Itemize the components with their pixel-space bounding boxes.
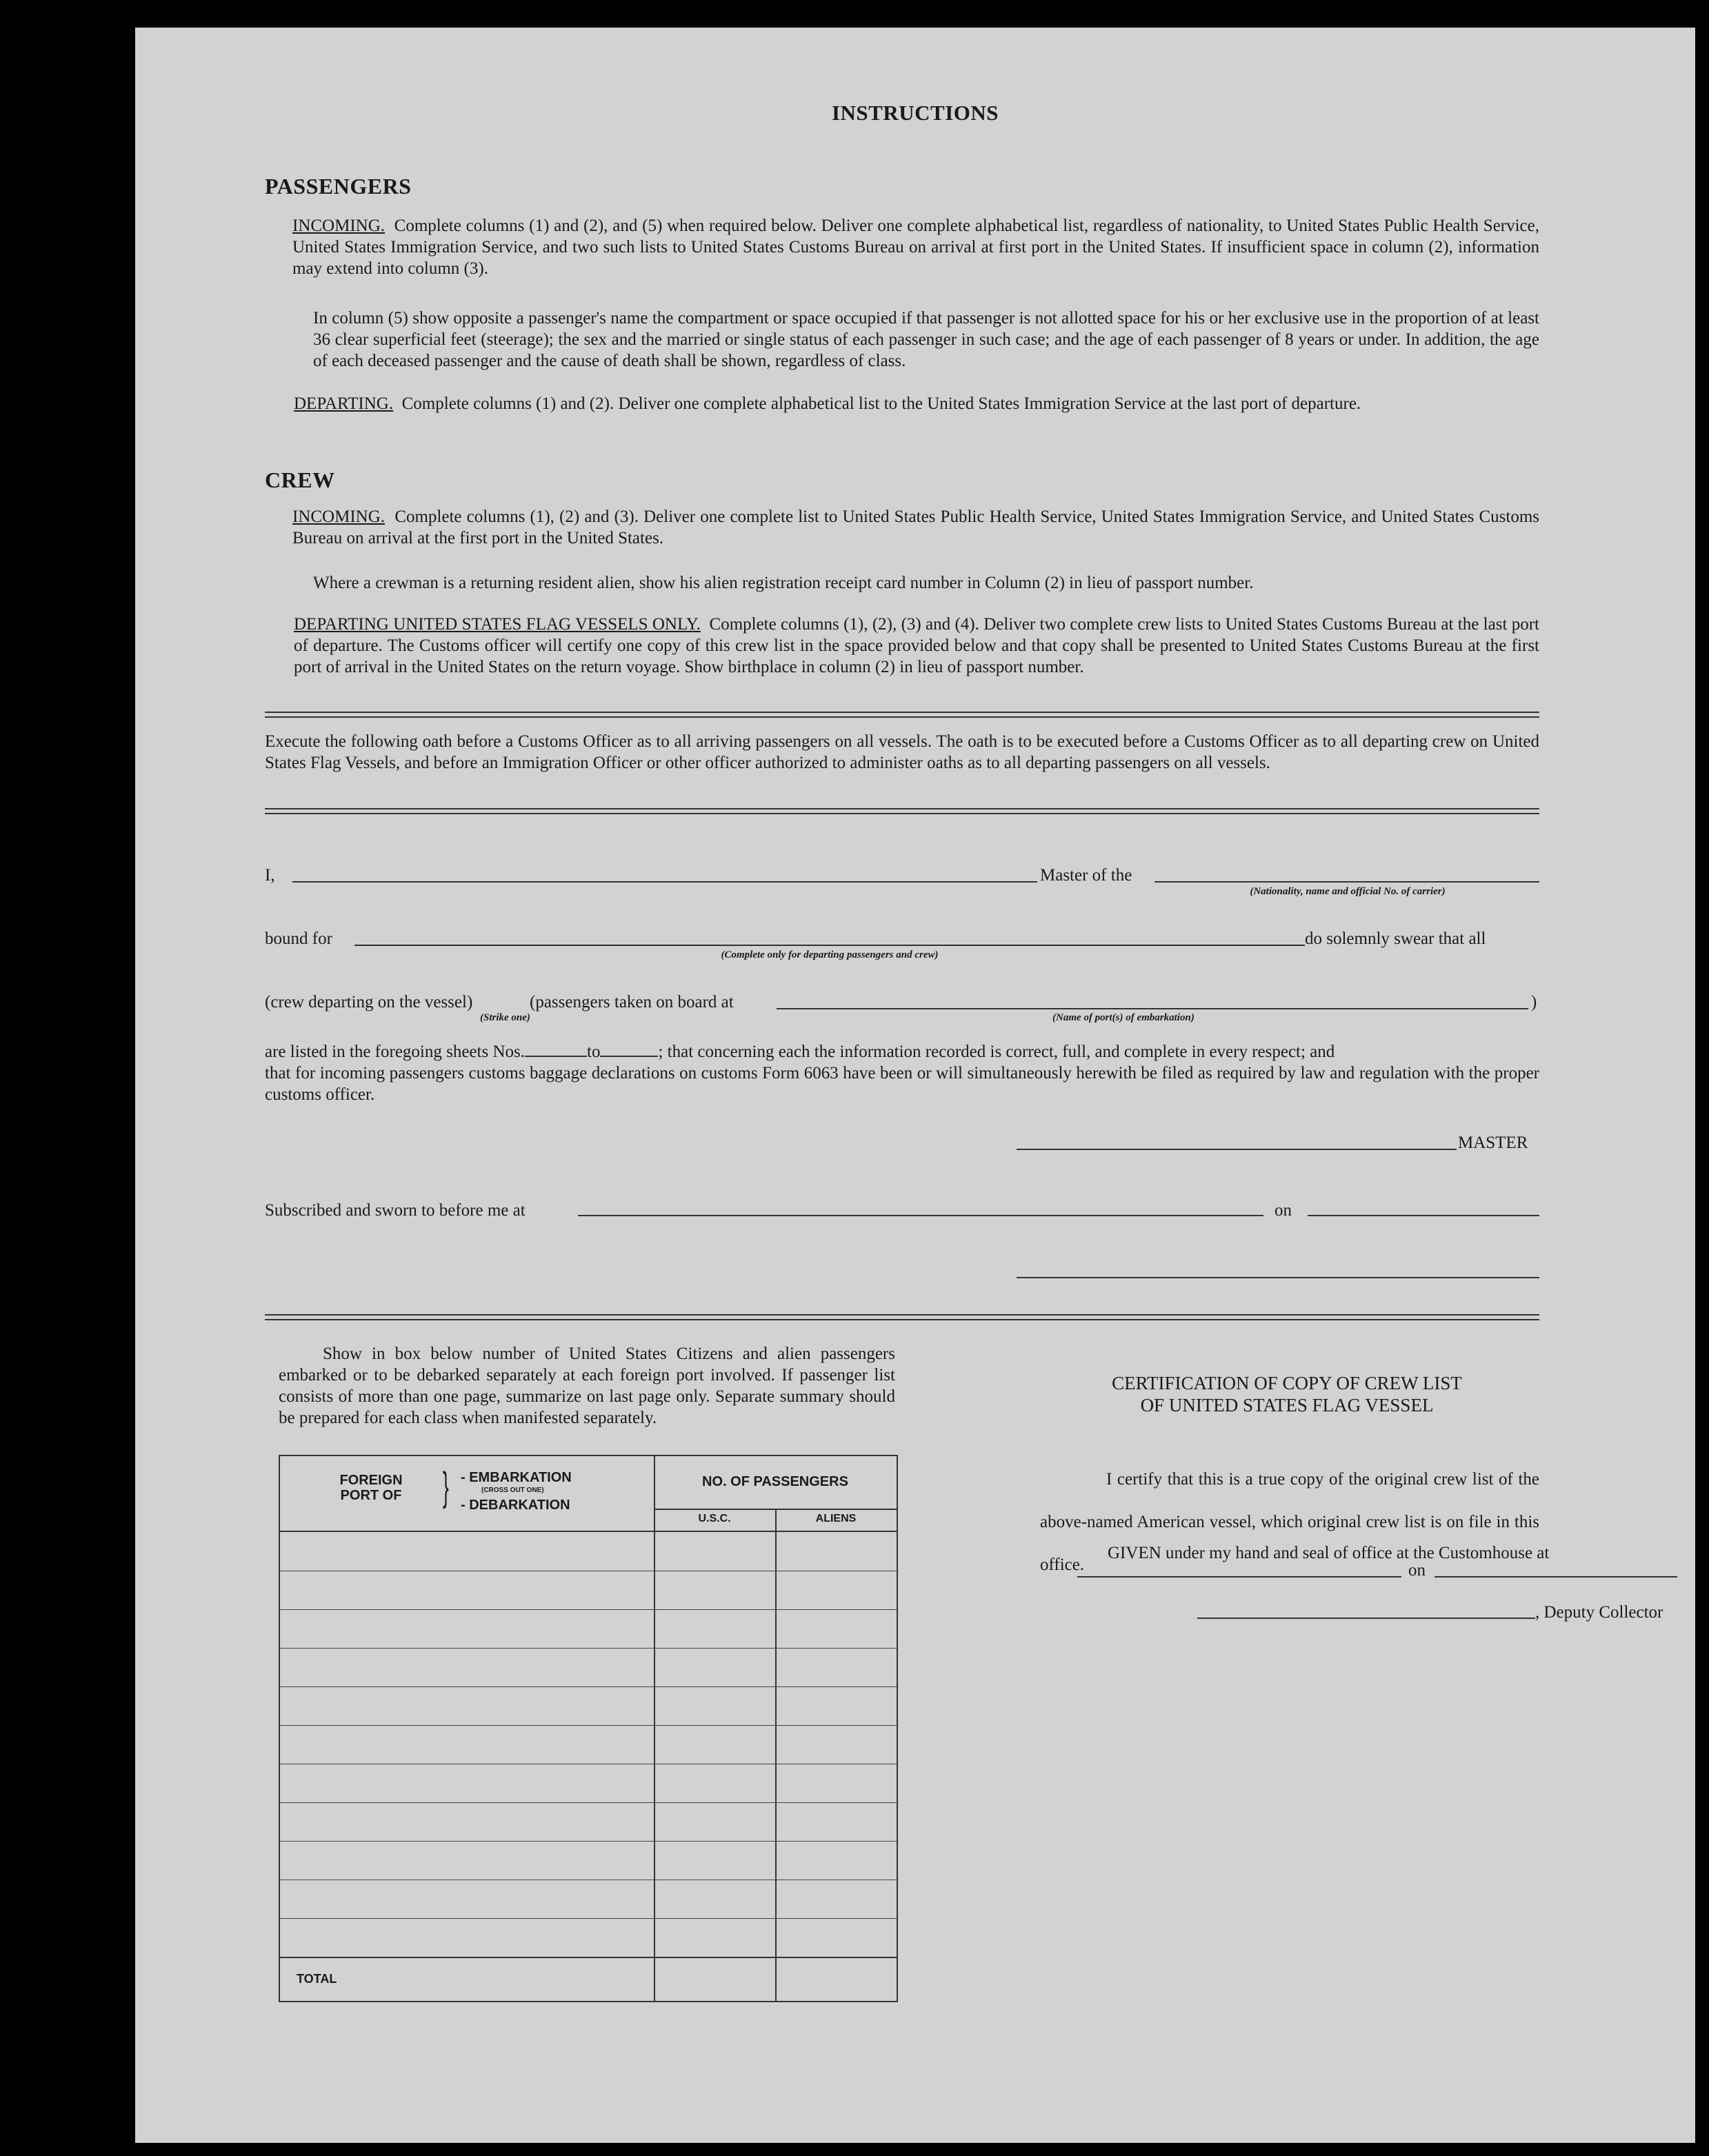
deputy-collector-label: , Deputy Collector [1535,1603,1663,1622]
master-label: MASTER [1458,1134,1528,1152]
master-name-field[interactable] [292,881,1037,883]
port-caption: (Name of port(s) of embarkation) [1052,1012,1195,1023]
crew-departing-paragraph [294,614,1539,678]
officer-signature-field[interactable] [1017,1277,1539,1278]
divider [265,808,1539,809]
crew-resident-paragraph: Where a crewman is a returning resident alien, show his alien registration receipt card number in Column (2) in lieu of passport number. [313,574,1254,592]
certification-title-line2: OF UNITED STATES FLAG VESSEL [1140,1395,1434,1415]
sworn-on-label: on [1275,1201,1292,1220]
certification-statement: I certify that this is a true copy of the original crew list of the above-named American vessel, which original crew list is on file in this office. [1040,1470,1539,1574]
total-label: TOTAL [297,1972,337,1986]
table-row [280,1918,897,1919]
divider [265,712,1539,713]
certification-title [1039,1372,1535,1416]
crew-heading: CREW [265,467,335,492]
aliens-header: ALIENS [815,1513,857,1524]
cross-out-header: (CROSS OUT ONE) [481,1487,544,1494]
divider [265,716,1539,718]
oath-intro: Execute the following oath before a Customs Officer as to all arriving passengers on all vessels. The oath is to be executed before a Customs Officer as to all departing crew on United States Flag Vessels, and before an Immigration Officer or other officer authorized to administer oaths as to all departing passengers on all vessels. [265,732,1539,772]
table-row [280,1802,897,1803]
crew-departing-text: Complete columns (1), (2), (3) and (4). Deliver two complete crew lists to United States Customs Bureau at the last port of departure. The Customs officer will certify one copy of this crew list in the space provided below and that copy shall be presented to United States Customs Bureau at the first port of arrival in the United States on the return voyage. Show birthplace in column (2) in lieu of passport number. [294,615,1540,676]
total-rule [280,1957,897,1958]
master-signature-field[interactable] [1017,1149,1457,1150]
certification-title-line1: CERTIFICATION OF COPY OF CREW LIST [1112,1373,1462,1393]
subscribed-label: Subscribed and sworn to before me at [265,1201,526,1220]
embarkation-port-field[interactable] [777,1008,1528,1009]
passengers-column5-paragraph: In column (5) show opposite a passenger's name the compartment or space occupied if that passenger is not allotted space for his or her exclusive use in the proportion of at least 36 clear superficial feet (steerage); the sex and the married or single status of each passenger in such case; and the age of each passenger of 8 years or under. In addition, the age of each deceased passenger and the cause of death shall be shown, regardless of class. [313,309,1539,370]
passengers-departing-paragraph [294,393,1539,414]
page-title: INSTRUCTIONS [831,101,999,125]
divider [265,1314,1539,1316]
listed-line [265,1041,1539,1062]
sheet-to-field[interactable] [600,1042,658,1057]
close-paren: ) [1531,993,1537,1011]
table-row [280,1686,897,1687]
usc-header: U.S.C. [698,1513,731,1524]
table-divider [654,1456,655,2001]
passengers-departing-text: Complete columns (1) and (2). Deliver one complete alphabetical list to the United States Immigration Service at the last port of departure. [401,394,1361,413]
crew-incoming-paragraph [292,506,1539,549]
table-divider [775,1509,777,2001]
passengers-incoming-paragraph [292,215,1539,279]
passengers-incoming-text: Complete columns (1) and (2), and (5) when required below. Deliver one complete alphabetical list, regardless of nationality, to United States Public Health Service, United States Immigration Service, and two such lists to United States Customs Bureau on arrival at first port in the United States. If insufficient space in column (2), information may extend into column (3). [292,216,1540,278]
passengers-departing-label: DEPARTING. [294,394,394,413]
customhouse-field[interactable] [1077,1576,1401,1578]
sworn-place-field[interactable] [578,1215,1263,1216]
sworn-date-field[interactable] [1308,1215,1539,1216]
foreign-port-header: FOREIGN PORT OF [339,1473,403,1503]
listed-text-b: ; that concerning each the information recorded is correct, full, and complete in every respect; and [658,1042,1335,1061]
bound-for-label: bound for [265,929,332,948]
table-row [280,1648,897,1649]
listed-text-a: are listed in the foregoing sheets Nos. [265,1042,525,1061]
table-row [280,1725,897,1726]
passengers-incoming-label: INCOMING. [292,216,386,235]
crew-incoming-label: INCOMING. [292,507,386,526]
passenger-summary-table [279,1455,898,2002]
table-row [280,1841,897,1842]
embarkation-header: - EMBARKATION [461,1470,572,1485]
sheet-from-field[interactable] [525,1042,587,1057]
divider [265,1319,1539,1320]
listed-text-c: that for incoming passengers customs baggage declarations on customs Form 6063 have been or will simultaneously herewith be filed as required by law and regulation with the proper customs officer. [265,1064,1539,1104]
master-of-label: Master of the [1040,866,1132,885]
summary-instructions: Show in box below number of United States Citizens and alien passengers embarked or to be debarked separately at each foreign port involved. If passenger list consists of more than one page, summarize on last page only. Separate summary should be prepared for each class when manifested separately. [279,1344,895,1427]
divider [265,813,1539,814]
strike-caption: (Strike one) [480,1012,530,1023]
listed-to: to [587,1042,601,1061]
given-text: GIVEN under my hand and seal of office at the Customhouse at [1108,1544,1550,1562]
deputy-signature-field[interactable] [1197,1618,1535,1619]
table-subheader-rule [654,1509,897,1510]
no-passengers-header: NO. OF PASSENGERS [702,1474,848,1489]
debarkation-header: - DEBARKATION [461,1498,570,1513]
nationality-caption: (Nationality, name and official No. of carrier) [1250,886,1446,897]
brace-glyph: } [443,1464,449,1509]
certification-on-label: on [1408,1561,1426,1580]
table-header-rule [280,1531,897,1532]
passengers-taken-option: (passengers taken on board at [530,993,734,1011]
table-row [280,1609,897,1610]
form-page [135,28,1695,2143]
passengers-heading: PASSENGERS [265,174,412,199]
carrier-field[interactable] [1155,881,1539,883]
oath-i-label: I, [265,866,275,885]
swear-text: do solemnly swear that all [1305,929,1486,948]
crew-departing-option: (crew departing on the vessel) [265,993,473,1011]
crew-departing-label: DEPARTING UNITED STATES FLAG VESSELS ONLY. [294,615,701,634]
crew-incoming-text: Complete columns (1), (2) and (3). Deliver one complete list to United States Public Health Service, United States Immigration Service, and United States Customs Bureau on arrival at the first port in the United States. [292,507,1539,547]
bound-caption: (Complete only for departing passengers and crew) [721,949,939,960]
bound-for-field[interactable] [354,945,1305,946]
certification-date-field[interactable] [1435,1576,1677,1578]
